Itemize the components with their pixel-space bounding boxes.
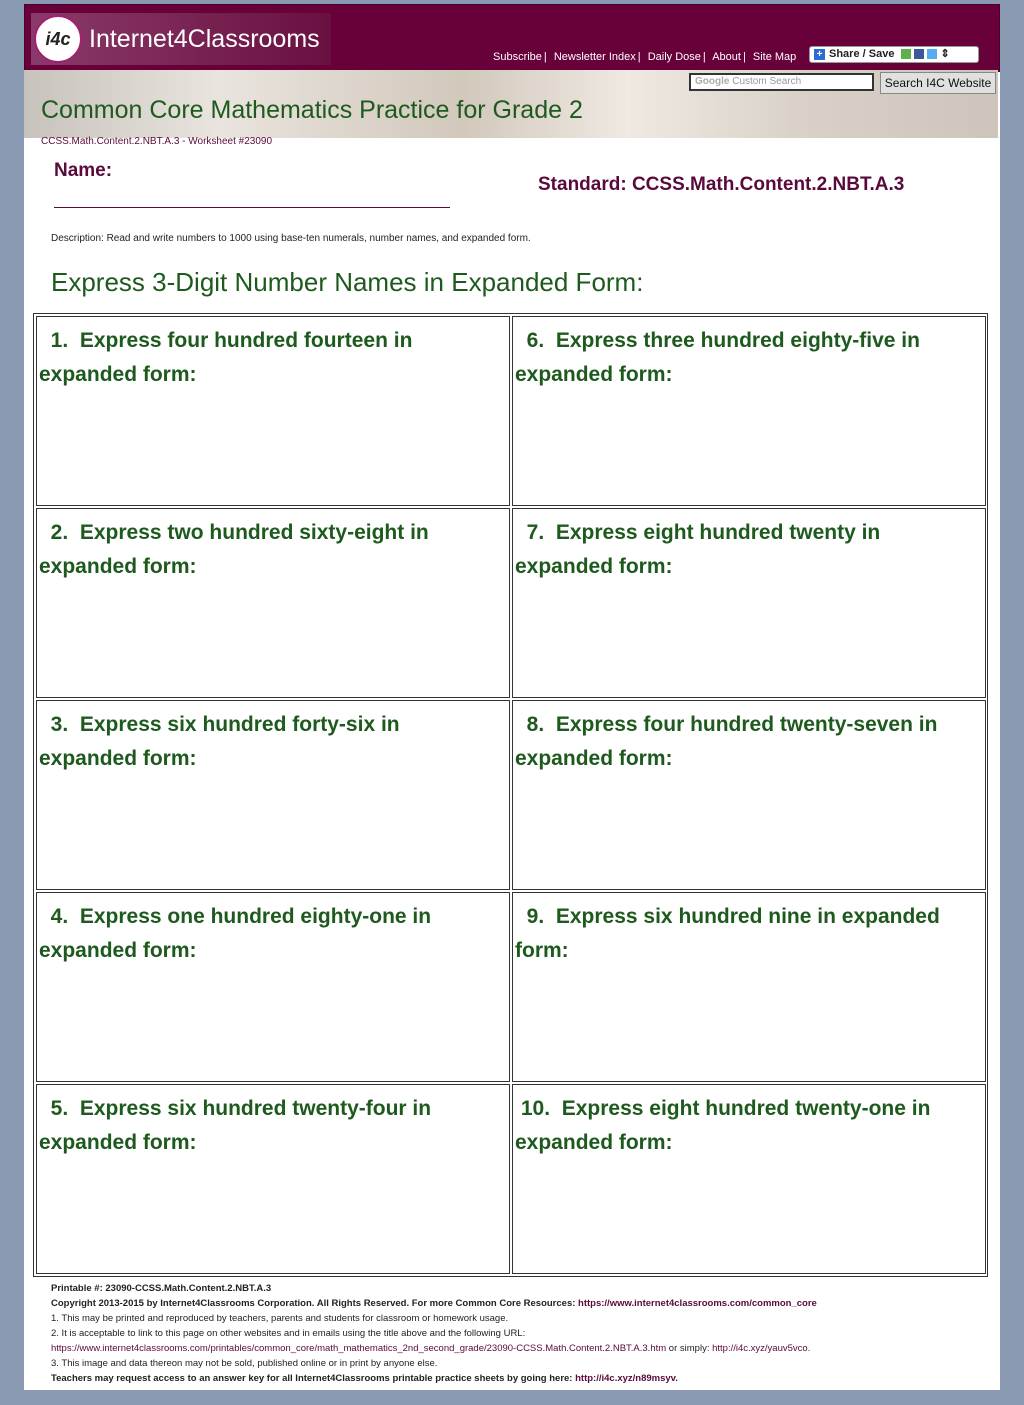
copyright: Copyright 2013-2015 by Internet4Classrooms Corporation. All Rights Reserved. For more Common Core Resources: https://www.internet4classrooms.com/common_core [51, 1298, 817, 1309]
question-cell-7 [512, 508, 986, 698]
page-title: Common Core Mathematics Practice for Grade 2 [41, 96, 583, 124]
question-cell-8 [512, 700, 986, 890]
question-text: 7. Express eight hundred twenty in expanded form: [515, 521, 881, 578]
search-input[interactable] [689, 73, 874, 91]
question-cell-2 [36, 508, 510, 698]
search-placeholder: Custom Search [732, 76, 802, 87]
question-text: 3. Express six hundred forty-six in expanded form: [39, 713, 400, 770]
search-button[interactable]: Search I4C Website [880, 72, 996, 94]
question-cell-4 [36, 892, 510, 1082]
question-text: 10. Express eight hundred twenty-one in expanded form: [515, 1097, 931, 1154]
share-plus-icon: + [814, 49, 825, 60]
question-cell-3 [36, 700, 510, 890]
nav-daily-dose[interactable]: Daily Dose [647, 51, 701, 63]
standard-label: Standard: CCSS.Math.Content.2.NBT.A.3 [538, 174, 905, 195]
note-1: 1. This may be printed and reproduced by teachers, parents and students for classroom or homework usage. [51, 1313, 509, 1324]
nav-about[interactable]: About [712, 51, 741, 63]
worksheet-url-link[interactable]: https://www.internet4classrooms.com/printables/common_core/math_mathematics_2nd_second_grade/23090-CCSS.Math.Content.2.NBT.A.3.htm [51, 1343, 667, 1354]
share-save-button[interactable] [809, 46, 979, 63]
question-text: 9. Express six hundred nine in expanded form: [515, 905, 940, 962]
note-3: 3. This image and data thereon may not be sold, published online or in print by anyone else. [51, 1358, 438, 1369]
note-2-urls: https://www.internet4classrooms.com/printables/common_core/math_mathematics_2nd_second_grade/23090-CCSS.Math.Content.2.NBT.A.3.htm or simply: http://i4c.xyz/yauv5vco. [51, 1343, 811, 1354]
question-grid [33, 313, 988, 1277]
nav-site-map[interactable]: Site Map [752, 51, 797, 63]
top-nav: Subscribe | Newsletter Index | Daily Dose | About | Site Map [493, 51, 797, 63]
description: Description: Read and write numbers to 1000 using base-ten numerals, number names, and expanded form. [51, 233, 531, 244]
i4c-logo-icon: i4c [34, 15, 82, 63]
header-banner [24, 70, 998, 138]
question-cell-1 [36, 316, 510, 506]
answer-key-note: Teachers may request access to an answer key for all Internet4Classrooms printable practice sheets by going here: http://i4c.xyz/n89msyv. [51, 1373, 678, 1384]
worksheet-heading: Express 3-Digit Number Names in Expanded Form: [51, 267, 644, 297]
facebook-icon[interactable] [914, 49, 924, 59]
twitter-icon[interactable] [927, 49, 937, 59]
nav-subscribe[interactable]: Subscribe [493, 51, 542, 63]
google-brand: Google [695, 76, 730, 87]
question-cell-9 [512, 892, 986, 1082]
printable-number: Printable #: 23090-CCSS.Math.Content.2.NBT.A.3 [51, 1283, 272, 1294]
footer [51, 1281, 991, 1386]
question-text: 2. Express two hundred sixty-eight in expanded form: [39, 521, 429, 578]
note-2: 2. It is acceptable to link to this page on other websites and in emails using the title above and the following URL: [51, 1328, 526, 1339]
share-dropdown-icon[interactable]: ⇕ [940, 48, 950, 60]
short-url-link[interactable]: http://i4c.xyz/yauv5vco [712, 1343, 808, 1354]
question-cell-5 [36, 1084, 510, 1274]
share-label: Share / Save [829, 48, 895, 60]
site-logo[interactable] [31, 13, 331, 65]
name-label: Name: [54, 160, 113, 181]
question-text: 8. Express four hundred twenty-seven in expanded form: [515, 713, 938, 770]
breadcrumb: CCSS.Math.Content.2.NBT.A.3 - Worksheet #23090 [41, 136, 273, 147]
question-text: 4. Express one hundred eighty-one in expanded form: [39, 905, 432, 962]
question-text: 5. Express six hundred twenty-four in expanded form: [39, 1097, 432, 1154]
common-core-link[interactable]: https://www.internet4classrooms.com/common_core [578, 1298, 817, 1309]
page [24, 4, 1000, 1390]
question-text: 6. Express three hundred eighty-five in expanded form: [515, 329, 920, 386]
logo-text: Internet4Classrooms [89, 25, 320, 53]
site-header [24, 4, 1000, 72]
question-text: 1. Express four hundred fourteen in expanded form: [39, 329, 413, 386]
question-cell-6 [512, 316, 986, 506]
question-cell-10 [512, 1084, 986, 1274]
share-email-icon[interactable] [901, 49, 911, 59]
nav-newsletter-index[interactable]: Newsletter Index [553, 51, 636, 63]
answer-key-link[interactable]: http://i4c.xyz/n89msyv [575, 1373, 676, 1384]
name-line [54, 207, 450, 208]
